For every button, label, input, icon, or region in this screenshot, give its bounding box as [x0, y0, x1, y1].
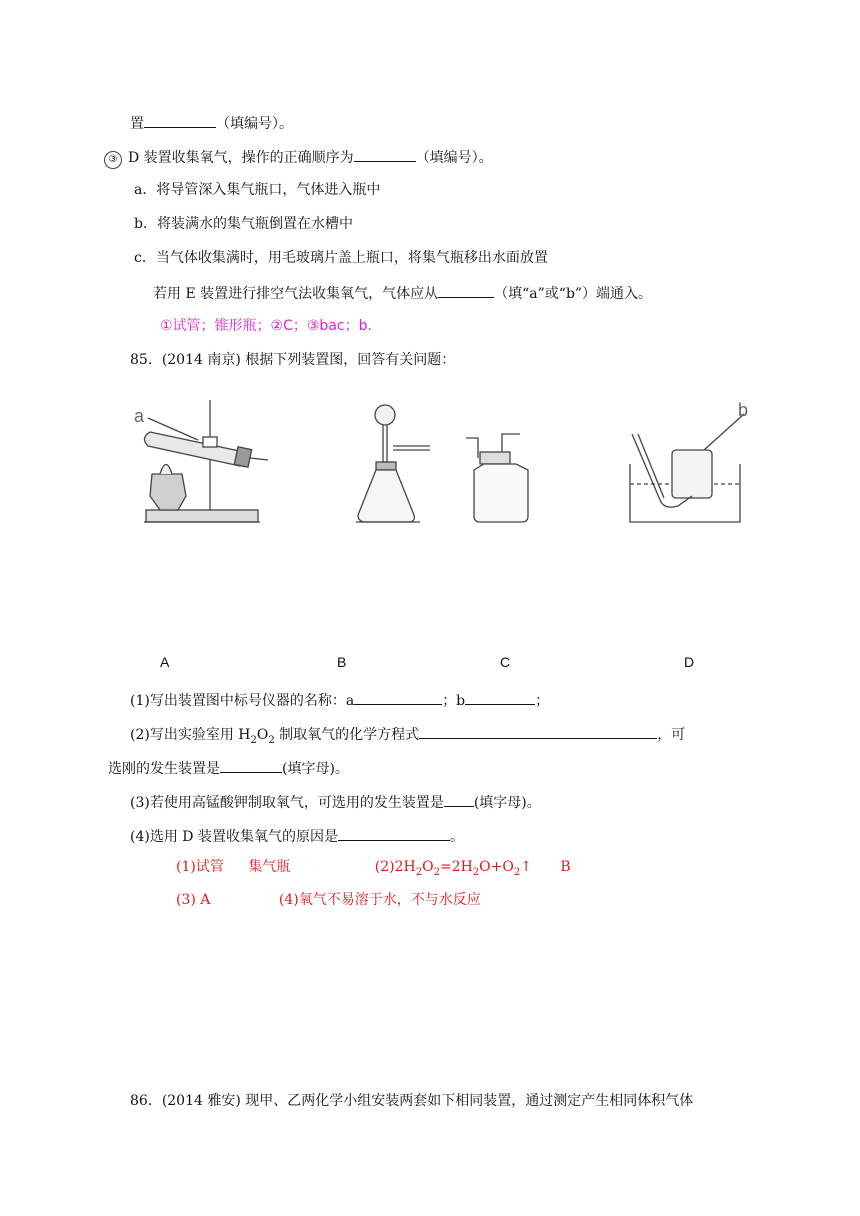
item-number: ③: [104, 151, 122, 169]
blank: [465, 689, 535, 705]
label-a: a: [134, 406, 145, 426]
line-2: ③ D 装置收集氧气，操作的正确顺序为 （填编号）。: [104, 146, 493, 169]
caption-a: A: [160, 654, 170, 670]
caption-c: C: [500, 654, 511, 670]
answer-1-2: (1)试管 集气瓶 $(2)2H_2O_2=2H_2O+O_2↑$ B: [176, 859, 571, 878]
caption-b: B: [337, 654, 347, 670]
line-1: 置 （填编号）。: [130, 112, 293, 134]
apparatus-a: [144, 400, 268, 522]
caption-d: D: [684, 654, 695, 670]
option-a: a．将导管深入集气瓶口，气体进入瓶中: [134, 182, 381, 198]
question-2-cont: 选刚的发生装置是 (填字母)。: [108, 757, 349, 779]
apparatus-c: [466, 434, 528, 522]
blank: [444, 791, 474, 807]
blank: [220, 757, 282, 773]
blank: [419, 723, 657, 739]
question-4: (4)选用 D 装置收集氧气的原因是 。: [130, 825, 464, 847]
apparatus-b: [356, 405, 430, 522]
line-e-device: 若用 E 装置进行排空气法收集氧气，气体应从 （填“a”或“b”）端通入。: [153, 282, 652, 304]
blank: [338, 825, 450, 841]
apparatus-d: [630, 414, 744, 522]
apparatus-figure: [0, 0, 860, 560]
label-b: b: [738, 400, 749, 420]
question-85: 85．(2014 南京) 根据下列装置图，回答有关问题：: [130, 352, 456, 368]
question-3: (3)若使用高锰酸钾制取氧气，可选用的发生装置是 (填字母)。: [130, 791, 541, 813]
question-86: 86．(2014 雅安) 现甲、乙两化学小组安装两套如下相同装置，通过测定产生相同体积气体: [130, 1093, 694, 1109]
answer-1: ①试管；锥形瓶；②C；③bac；b．: [160, 318, 382, 334]
question-1: (1)写出装置图中标号仪器的名称：a ；b ；: [130, 689, 549, 711]
answer-3-4: (3) A (4)氧气不易溶于水，不与水反应: [176, 892, 481, 908]
blank: [354, 689, 442, 705]
question-2: (2)写出实验室用 $H_2O_2$ 制取氧气的化学方程式 ，可: [130, 723, 685, 751]
option-b: b．将装满水的集气瓶倒置在水槽中: [134, 216, 353, 232]
option-c: c．当气体收集满时，用毛玻璃片盖上瓶口，将集气瓶移出水面放置: [134, 250, 548, 266]
